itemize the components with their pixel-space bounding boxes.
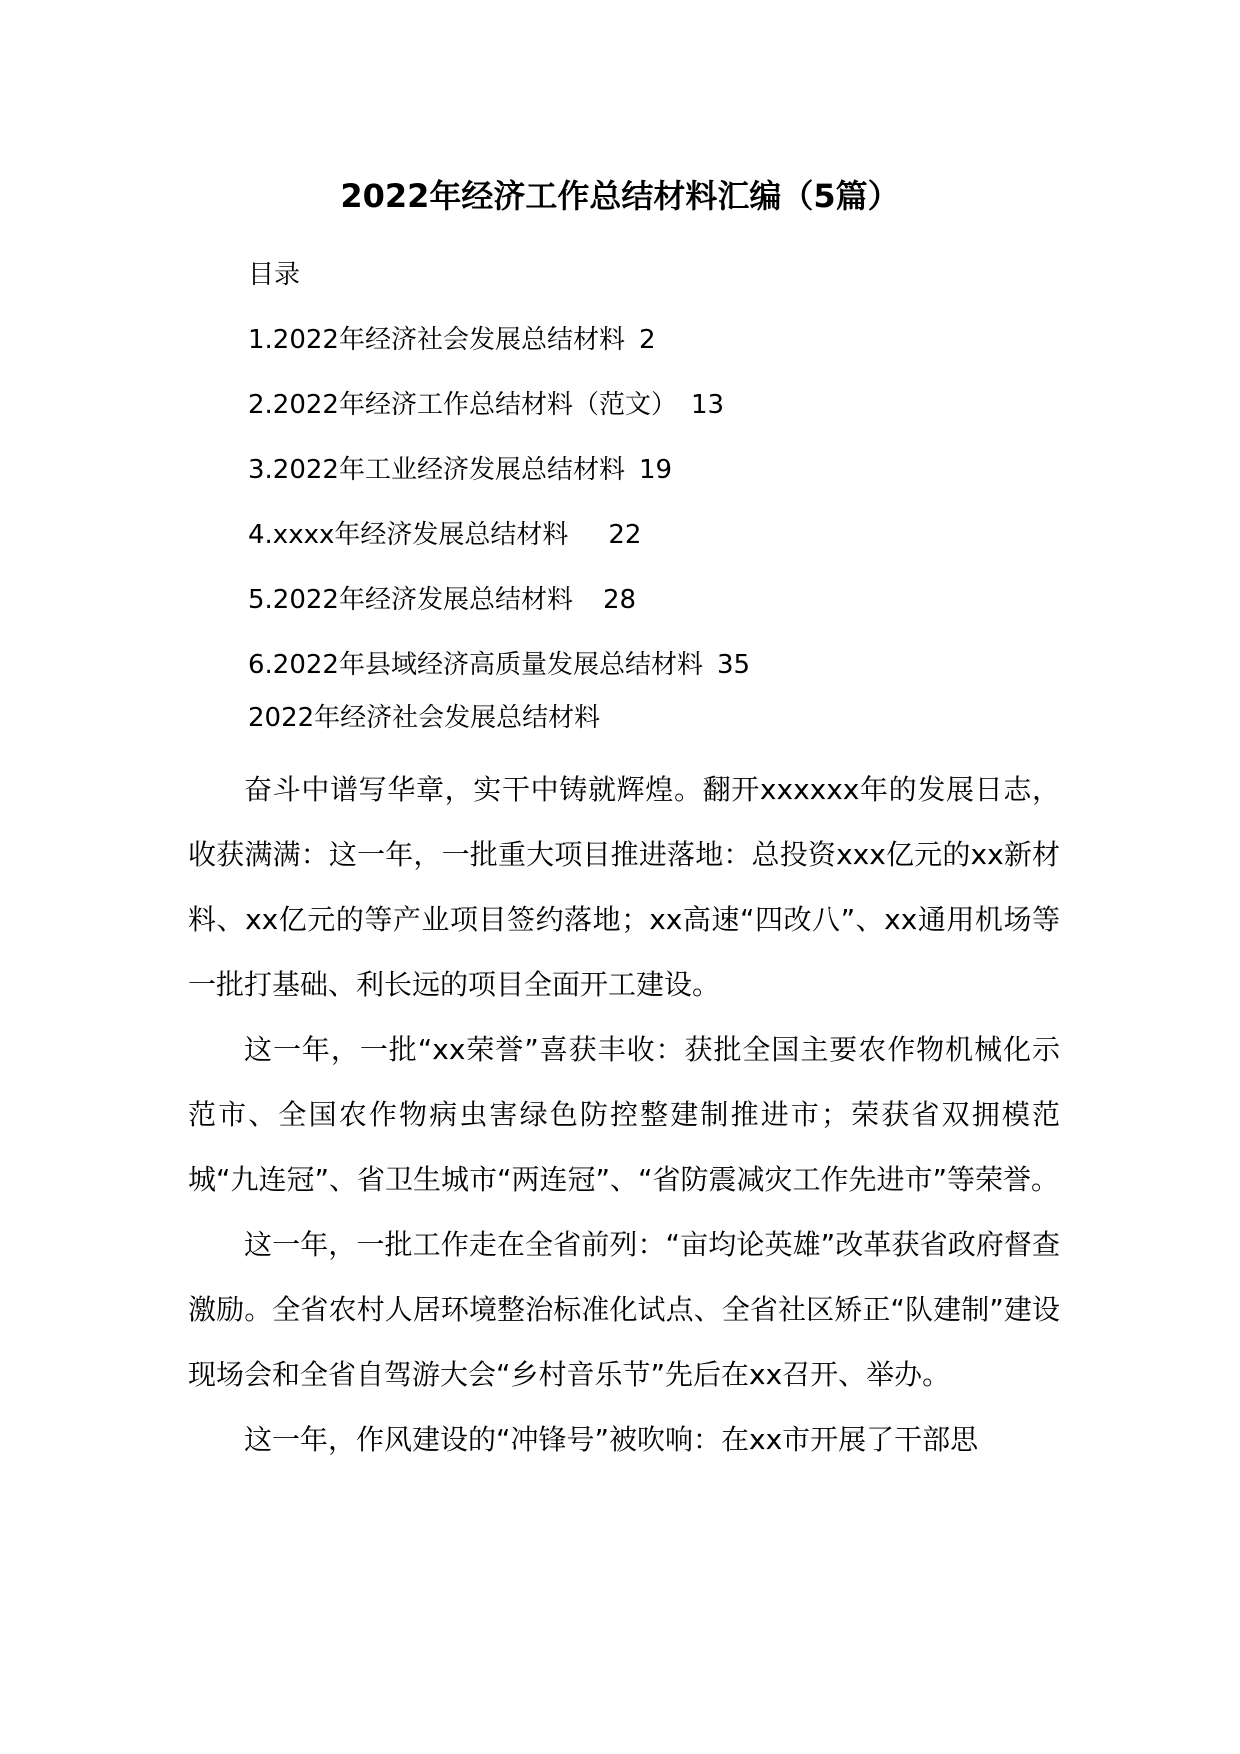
toc-item-page-number: 13 xyxy=(690,390,725,420)
toc-item-page-number: 28 xyxy=(602,585,637,615)
toc-heading xyxy=(248,243,1088,308)
toc-item-title: 1.2022年经济社会发展总结材料 xyxy=(248,325,625,355)
toc-item[interactable] xyxy=(248,503,1088,568)
toc-item-title: 2.2022年经济工作总结材料（范文） xyxy=(248,390,677,420)
toc-item[interactable] xyxy=(248,438,1088,503)
toc-item[interactable] xyxy=(248,373,1088,438)
toc-item[interactable] xyxy=(248,308,1088,373)
section-title: 2022年经济社会发展总结材料 xyxy=(248,703,601,733)
toc-item-title: 3.2022年工业经济发展总结材料 xyxy=(248,455,625,485)
toc-item-page-number: 19 xyxy=(638,455,673,485)
section-body xyxy=(188,757,1060,1472)
toc-item-title: 4.xxxx年经济发展总结材料 xyxy=(248,520,569,550)
body-paragraph: 这一年，作风建设的“冲锋号”被吹响：在xx市开展了干部思 xyxy=(244,1423,979,1456)
table-of-contents xyxy=(248,243,1088,698)
toc-item-page-number: 35 xyxy=(716,650,751,680)
toc-item-page-number: 2 xyxy=(638,325,656,355)
toc-heading-text: 目录 xyxy=(248,260,301,290)
body-paragraph: 这一年，一批工作走在全省前列：“亩均论英雄”改革获省政府督查激励。全省农村人居环境整治标准化试点、全省社区矫正“队建制”建设现场会和全省自驾游大会“乡村音乐节”先后在xx召开、举办。 xyxy=(188,1228,1060,1391)
body-paragraph: 这一年，一批“xx荣誉”喜获丰收：获批全国主要农作物机械化示范市、全国农作物病虫害绿色防控整建制推进市；荣获省双拥模范城“九连冠”、省卫生城市“两连冠”、“省防震减灾工作先进市”等荣誉。 xyxy=(188,1033,1060,1196)
toc-item-title: 5.2022年经济发展总结材料 xyxy=(248,585,573,615)
body-paragraph: 奋斗中谱写华章，实干中铸就辉煌。翻开xxxxxx年的发展日志，收获满满：这一年，一批重大项目推进落地：总投资xxx亿元的xx新材料、xx亿元的等产业项目签约落地；xx高速“四改八”、xx通用机场等一批打基础、利长远的项目全面开工建设。 xyxy=(188,773,1060,1001)
toc-item[interactable] xyxy=(248,568,1088,633)
toc-item-title: 6.2022年县域经济高质量发展总结材料 xyxy=(248,650,703,680)
document-title: 2022年经济工作总结材料汇编（5篇） xyxy=(340,177,900,215)
toc-item[interactable] xyxy=(248,633,1088,698)
toc-item-page-number: 22 xyxy=(608,520,642,550)
